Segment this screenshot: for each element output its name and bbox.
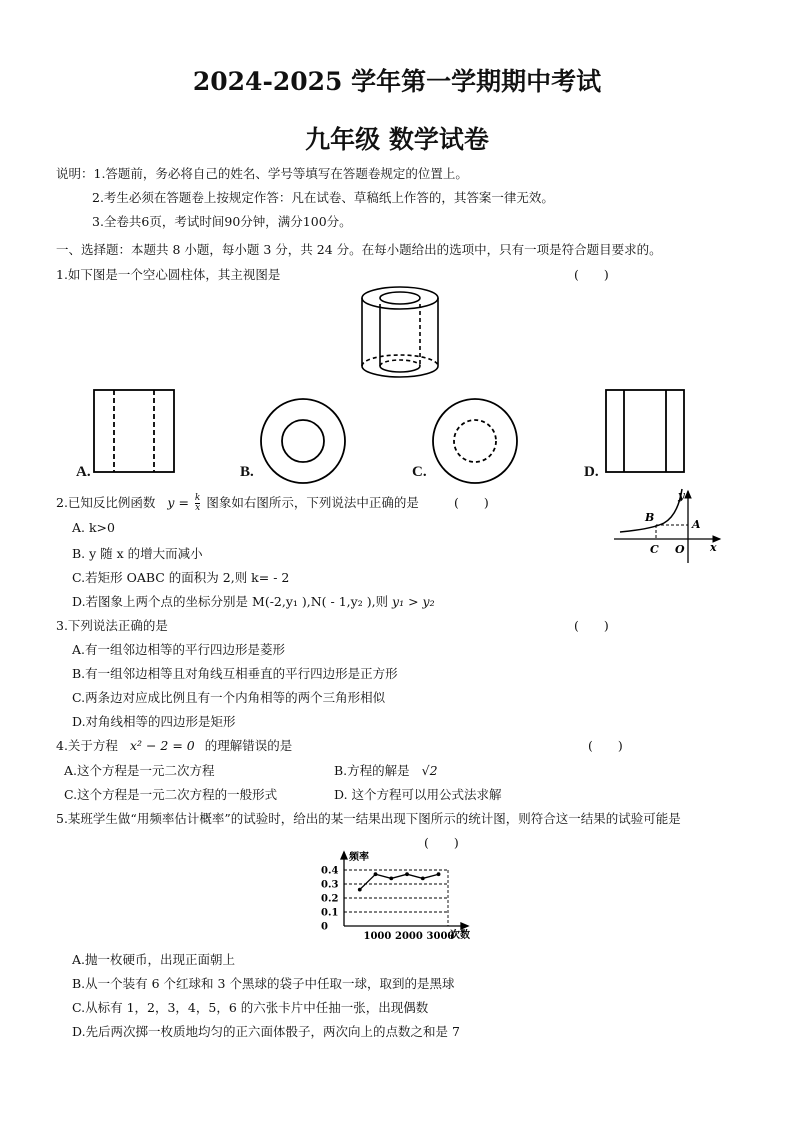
q2-bracket: ( ) (454, 495, 489, 510)
option-d-figure (604, 388, 688, 476)
q3-stem: 3.下列说法正确的是 (56, 618, 168, 633)
chart-ylabel: 频率 (349, 852, 369, 863)
q2-option-b: B. y 随 x 的增大而减小 (72, 546, 203, 561)
option-c-label: C. (412, 464, 427, 480)
q2-option-d: D.若图象上两个点的坐标分别是 M(-2,y₁ ),N( - 1,y₂ ),则 (72, 594, 389, 609)
q3-option-b: B.有一组邻边相等且对角线互相垂直的平行四边形是正方形 (72, 666, 398, 681)
chart-ytick-label: 0.2 (321, 893, 339, 905)
chart-series-line (360, 874, 439, 889)
chart-data-point (405, 872, 409, 876)
q4-option-b-math: √2 (421, 763, 438, 778)
chart-data-point (421, 877, 425, 881)
q2-option-a: A. k>0 (72, 520, 115, 535)
q4-option-d: D. 这个方程可以用公式法求解 (334, 787, 502, 802)
q2-graph-a: A (692, 518, 701, 531)
q2-option-d-math: y₁ > y₂ (392, 594, 435, 609)
option-b-figure (258, 396, 348, 486)
chart-xtick-label: 1000 (363, 931, 392, 942)
q5-frequency-chart (316, 848, 482, 944)
q2-stem-post: 图象如右图所示，下列说法中正确的是 (206, 495, 419, 510)
q2-func-lhs: y = (167, 495, 189, 510)
q2-graph-x: x (710, 541, 717, 554)
q5-option-a: A.抛一枚硬币，出现正面朝上 (72, 952, 236, 967)
q4-equation: x² − 2 = 0 (129, 738, 195, 753)
chart-ytick-label: 0.1 (321, 907, 339, 919)
q4-option-c: C.这个方程是一元二次方程的一般形式 (64, 787, 278, 802)
chart-ytick-label: 0.4 (321, 865, 339, 877)
q2-graph-o: O (675, 543, 685, 556)
exam-subtitle: 九年级 数学试卷 (305, 125, 489, 154)
q3-option-a: A.有一组邻边相等的平行四边形是菱形 (72, 642, 286, 657)
q5-option-d: D.先后两次掷一枚质地均匀的正六面体骰子，两次向上的点数之和是 7 (72, 1024, 460, 1039)
instruction-2: 2.考生必须在答题卷上按规定作答：凡在试卷、草稿纸上作答的，其答案一律无效。 (92, 190, 554, 205)
q4-stem-pre: 4.关于方程 (56, 738, 118, 753)
hollow-cylinder-figure (356, 282, 452, 382)
q5-option-c: C.从标有 1，2，3，4，5，6 的六张卡片中任抽一张，出现偶数 (72, 1000, 429, 1015)
option-a-label: A. (76, 464, 91, 480)
q5-bracket: ( ) (424, 835, 459, 850)
chart-data-point (389, 877, 393, 881)
exam-title: 2024-2025 学年第一学期期中考试 (192, 67, 602, 96)
option-a-figure (92, 388, 178, 476)
chart-xtick-label: 2000 (395, 931, 423, 942)
q2-graph-y: y (678, 489, 685, 502)
q2-function-graph (612, 485, 730, 565)
q5-stem: 5.某班学生做“用频率估计概率”的试验时，给出的某一结果出现下图所示的统计图，则符合这一结果的试验可能是 (56, 811, 681, 826)
q2-graph-c: C (650, 543, 659, 556)
chart-data-point (437, 872, 441, 876)
option-c-figure (430, 396, 520, 486)
instruction-1: 说明：1.答题前，务必将自己的姓名、学号等填写在答题卷规定的位置上。 (56, 166, 468, 181)
q2-option-c: C.若矩形 OABC 的面积为 2,则 k= - 2 (72, 570, 290, 585)
q2-frac-num: k (194, 493, 201, 503)
q3-bracket: ( ) (574, 618, 609, 633)
option-d-label: D. (584, 464, 599, 480)
q4-option-a: A.这个方程是一元二次方程 (64, 763, 215, 778)
q2-stem-pre: 2.已知反比例函数 (56, 495, 156, 510)
chart-xlabel: 次数 (450, 930, 470, 941)
option-b-label: B. (240, 464, 254, 480)
instruction-3: 3.全卷共6页，考试时间90分钟，满分100分。 (92, 214, 352, 229)
q3-option-c: C.两条边对应成比例且有一个内角相等的两个三角形相似 (72, 690, 386, 705)
q2-frac-den: x (195, 503, 201, 513)
q4-bracket: ( ) (588, 738, 623, 753)
q3-option-d: D.对角线相等的四边形是矩形 (72, 714, 236, 729)
section-heading: 一、选择题：本题共 8 小题，每小题 3 分，共 24 分。在每小题给出的选项中，只有一项是符合题目要求的。 (56, 242, 662, 257)
q4-option-b: B.方程的解是 (334, 763, 410, 778)
chart-data-point (374, 872, 378, 876)
q5-option-b: B.从一个装有 6 个红球和 3 个黑球的袋子中任取一球，取到的是黑球 (72, 976, 455, 991)
chart-xtick-label: 3000 (426, 931, 455, 942)
chart-ytick-label: 0 (321, 921, 328, 933)
q2-graph-b: B (645, 511, 655, 524)
q1-stem: 1.如下图是一个空心圆柱体，其主视图是 (56, 267, 281, 282)
q1-bracket: ( ) (574, 267, 609, 282)
q4-stem-post: 的理解错误的是 (204, 738, 293, 753)
chart-ytick-label: 0.3 (321, 879, 339, 891)
chart-data-point (358, 888, 362, 892)
